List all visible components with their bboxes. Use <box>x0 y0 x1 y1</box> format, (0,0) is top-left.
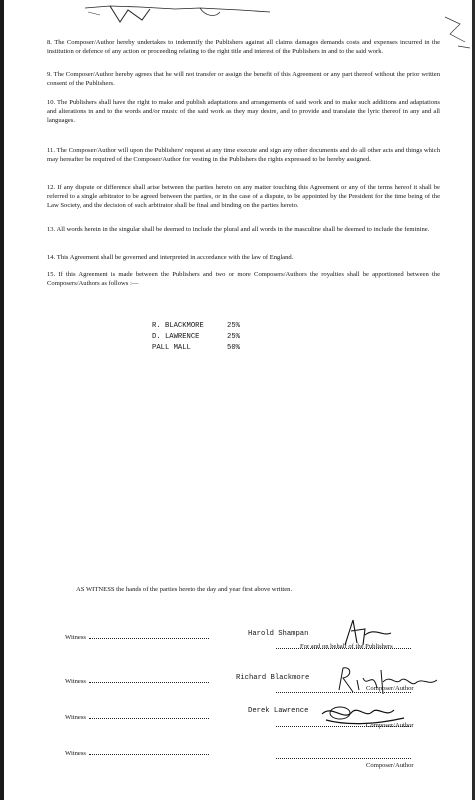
clause-15: 15. If this Agreement is made between the Publishers and two or more Composers/Authors the royalties shall be apportioned between the Composers/Authors as follows :— <box>47 271 440 287</box>
clause-8: 8. The Composer/Author hereby undertakes to indemnify the Publishers against all claims damages demands costs and expenses incurred in the institution or defence of any action or proceeding relating to the right title and interest of the Publishers in and to the said work. <box>47 39 440 55</box>
margin-mark <box>440 12 475 52</box>
royalty-share: 25% <box>227 322 240 330</box>
clause-12: 12. If any dispute or difference shall arise between the parties hereto on any matter touching this Agreement or any of the terms hereof it shall be referred to a single arbitrator to be agreed between the parties, or in the case of a dispute, to be appointed by the President for the time being of the Law Society, and the decision of such arbitrator shall be final and binding on the parties hereto. <box>47 184 440 209</box>
clause-13: 13. All words herein in the singular shall be deemed to include the plural and all words in the masculine shall be deemed to include the feminine. <box>47 226 430 233</box>
signature-line-2 <box>276 692 411 693</box>
signer-role-4: Composer/Author <box>366 762 414 769</box>
clause-9: 9. The Composer/Author hereby agrees that he will not transfer or assign the benefit of this Agreement or any part thereof without the prior written consent of the Publishers. <box>47 71 440 87</box>
witness-label: Witness <box>65 750 86 757</box>
witness-line-1 <box>65 634 209 641</box>
witness-label: Witness <box>65 634 86 641</box>
witness-line-3 <box>65 714 209 721</box>
clause-10: 10. The Publishers shall have the right to make and publish adaptations and arrangements of said work and to make such additions and adaptations and alterations in and to the words and/or music of the said work as they may desire, and to provide and translate the lyric thereof in any and all languages. <box>47 99 440 124</box>
signer-name-2: Richard Blackmore <box>236 674 310 682</box>
signature-line-4 <box>276 758 411 759</box>
witness-label: Witness <box>65 678 86 685</box>
royalty-name: PALL MALL <box>152 344 191 352</box>
royalty-share: 25% <box>227 333 240 341</box>
clause-11: 11. The Composer/Author will upon the Publishers' request at any time execute and sign any other documents and do all other acts and things which may hereafter be required of the Composer/Author for vesting in the Publishers the rights expressed to be hereby assigned. <box>47 147 440 163</box>
signer-name-1: Harold Shampan <box>248 630 309 638</box>
handwritten-mark-top <box>80 0 280 30</box>
royalty-name: R. BLACKMORE <box>152 322 204 330</box>
witness-line-2 <box>65 678 209 685</box>
signer-role-2: Composer/Author <box>366 685 414 692</box>
signer-name-3: Derek Lawrence <box>248 707 309 715</box>
clause-14: 14. This Agreement shall be governed and interpreted in accordance with the law of England. <box>47 254 294 261</box>
signer-role-1: For and on behalf of the Publishers <box>300 643 393 650</box>
witness-clause: AS WITNESS the hands of the parties hereto the day and year first above written. <box>76 586 293 593</box>
witness-line-4 <box>65 750 209 757</box>
scan-edge-left <box>0 0 4 800</box>
royalty-share: 50% <box>227 344 240 352</box>
witness-label: Witness <box>65 714 86 721</box>
signature-richard-blackmore <box>333 660 443 700</box>
royalty-name: D. LAWRENCE <box>152 333 200 341</box>
signer-role-3: Composer/Author <box>366 722 414 729</box>
